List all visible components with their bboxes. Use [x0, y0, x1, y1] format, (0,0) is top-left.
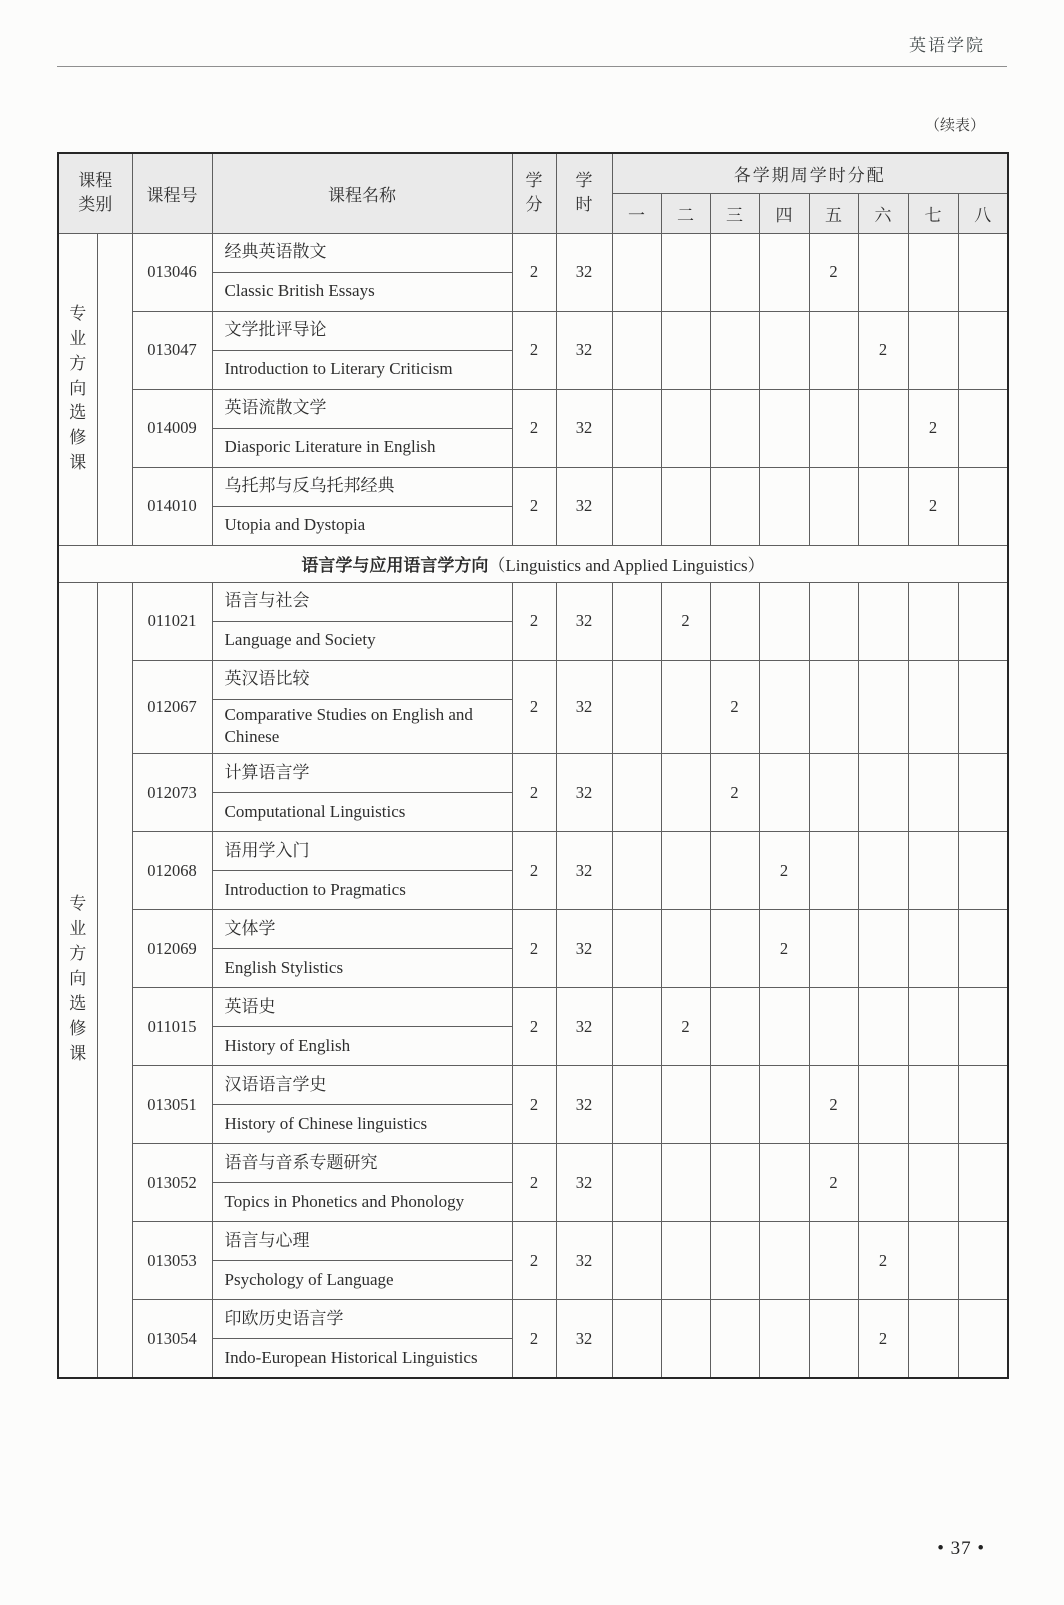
- subcategory-cell-empty: [97, 233, 132, 545]
- course-name-cn: 语用学入门: [212, 832, 512, 871]
- header-category: [58, 153, 132, 233]
- course-name-en: Introduction to Literary Criticism: [212, 350, 512, 389]
- course-name-en: Comparative Studies on English and Chinese: [212, 699, 512, 754]
- semester-hours-1: [612, 988, 661, 1066]
- semester-hours-6: [858, 1144, 908, 1222]
- semester-hours-5: [809, 832, 858, 910]
- semester-hours-3: 2: [710, 754, 759, 832]
- course-row: [58, 1144, 1008, 1183]
- semester-hours-5: 2: [809, 233, 858, 311]
- semester-hours-8: [958, 988, 1008, 1066]
- course-number: 013051: [132, 1066, 212, 1144]
- semester-hours-3: [710, 832, 759, 910]
- header-semester-6: 六: [858, 193, 908, 233]
- semester-hours-6: 2: [858, 1222, 908, 1300]
- semester-hours-1: [612, 910, 661, 988]
- course-number: 013054: [132, 1300, 212, 1378]
- semester-hours-1: [612, 1144, 661, 1222]
- course-row: [58, 1300, 1008, 1339]
- semester-hours-7: [908, 1144, 958, 1222]
- semester-hours-8: [958, 1300, 1008, 1378]
- semester-hours-8: [958, 660, 1008, 754]
- semester-hours-2: [661, 660, 710, 754]
- semester-hours-8: [958, 311, 1008, 389]
- course-hours: 32: [556, 1144, 612, 1222]
- semester-hours-2: 2: [661, 582, 710, 660]
- table-header: [58, 153, 1008, 233]
- semester-hours-6: [858, 467, 908, 545]
- course-row: [58, 832, 1008, 871]
- course-hours: 32: [556, 660, 612, 754]
- semester-hours-6: 2: [858, 1300, 908, 1378]
- semester-hours-1: [612, 832, 661, 910]
- course-row: [58, 582, 1008, 621]
- course-name-cn: 印欧历史语言学: [212, 1300, 512, 1339]
- course-row: [58, 1066, 1008, 1105]
- semester-hours-5: [809, 389, 858, 467]
- course-row: [58, 233, 1008, 272]
- course-name-en: Computational Linguistics: [212, 793, 512, 832]
- semester-hours-2: [661, 1222, 710, 1300]
- course-row: [58, 988, 1008, 1027]
- course-credits: 2: [512, 1144, 556, 1222]
- semester-hours-7: 2: [908, 467, 958, 545]
- semester-hours-4: [759, 389, 809, 467]
- course-name-cn: 文体学: [212, 910, 512, 949]
- course-name-en: Diasporic Literature in English: [212, 428, 512, 467]
- semester-hours-7: [908, 754, 958, 832]
- course-hours: 32: [556, 1300, 612, 1378]
- course-name-cn: 语音与音系专题研究: [212, 1144, 512, 1183]
- course-name-en: History of English: [212, 1027, 512, 1066]
- category-cell: [58, 233, 97, 545]
- header-semester-7: 七: [908, 193, 958, 233]
- course-hours: 32: [556, 910, 612, 988]
- course-credits: 2: [512, 311, 556, 389]
- header-credits-label: 学分: [525, 170, 543, 215]
- header-semester-3: 三: [710, 193, 759, 233]
- course-credits: 2: [512, 467, 556, 545]
- header-credits: [512, 153, 556, 233]
- semester-hours-5: 2: [809, 1066, 858, 1144]
- semester-hours-4: [759, 233, 809, 311]
- semester-hours-3: [710, 467, 759, 545]
- semester-hours-7: [908, 582, 958, 660]
- semester-hours-8: [958, 1144, 1008, 1222]
- semester-hours-3: [710, 1222, 759, 1300]
- semester-hours-3: [710, 233, 759, 311]
- semester-hours-2: [661, 1066, 710, 1144]
- category-vertical-label: 专业方向选修课: [69, 303, 87, 473]
- semester-hours-4: [759, 467, 809, 545]
- course-credits: 2: [512, 910, 556, 988]
- course-number: 012068: [132, 832, 212, 910]
- semester-hours-6: [858, 660, 908, 754]
- semester-hours-4: [759, 582, 809, 660]
- course-number: 014010: [132, 467, 212, 545]
- course-name-cn: 英语史: [212, 988, 512, 1027]
- semester-hours-4: [759, 1300, 809, 1378]
- semester-hours-5: [809, 754, 858, 832]
- course-hours: 32: [556, 988, 612, 1066]
- course-name-en: Indo-European Historical Linguistics: [212, 1339, 512, 1378]
- college-title: 英语学院: [909, 36, 985, 55]
- course-name-en: History of Chinese linguistics: [212, 1105, 512, 1144]
- semester-hours-6: [858, 1066, 908, 1144]
- semester-hours-3: [710, 1300, 759, 1378]
- continued-note: （续表）: [924, 118, 985, 134]
- semester-hours-4: [759, 311, 809, 389]
- course-row: [58, 910, 1008, 949]
- semester-hours-5: [809, 311, 858, 389]
- course-number: 013053: [132, 1222, 212, 1300]
- header-semester-4: 四: [759, 193, 809, 233]
- semester-hours-6: 2: [858, 311, 908, 389]
- semester-hours-6: [858, 988, 908, 1066]
- semester-hours-8: [958, 582, 1008, 660]
- semester-hours-3: [710, 1144, 759, 1222]
- semester-hours-1: [612, 467, 661, 545]
- semester-hours-2: [661, 910, 710, 988]
- course-name-cn: 英语流散文学: [212, 389, 512, 428]
- semester-hours-2: [661, 389, 710, 467]
- semester-hours-5: 2: [809, 1144, 858, 1222]
- semester-hours-4: [759, 1066, 809, 1144]
- course-name-en: English Stylistics: [212, 949, 512, 988]
- semester-hours-1: [612, 311, 661, 389]
- course-number: 011015: [132, 988, 212, 1066]
- subcategory-cell-empty: [97, 582, 132, 1378]
- section-divider-cn: 语言学与应用语言学方向: [301, 556, 489, 575]
- category-cell: [58, 582, 97, 1378]
- course-number: 014009: [132, 389, 212, 467]
- course-number: 012069: [132, 910, 212, 988]
- course-credits: 2: [512, 832, 556, 910]
- course-credits: 2: [512, 1222, 556, 1300]
- course-name-cn: 计算语言学: [212, 754, 512, 793]
- semester-hours-4: [759, 1144, 809, 1222]
- header-semester-2: 二: [661, 193, 710, 233]
- semester-hours-4: 2: [759, 910, 809, 988]
- semester-hours-8: [958, 1066, 1008, 1144]
- header-rule: [57, 66, 1007, 67]
- semester-hours-1: [612, 582, 661, 660]
- course-table: [57, 152, 1009, 1379]
- course-name-cn: 乌托邦与反乌托邦经典: [212, 467, 512, 506]
- semester-hours-3: [710, 311, 759, 389]
- course-name-en: Language and Society: [212, 621, 512, 660]
- course-name-cn: 英汉语比较: [212, 660, 512, 699]
- header-semester-8: 八: [958, 193, 1008, 233]
- header-semester-5: 五: [809, 193, 858, 233]
- semester-hours-3: [710, 988, 759, 1066]
- course-hours: 32: [556, 1066, 612, 1144]
- semester-hours-2: [661, 754, 710, 832]
- section-divider-row: [58, 545, 1008, 582]
- semester-hours-1: [612, 1066, 661, 1144]
- course-row: [58, 1222, 1008, 1261]
- semester-hours-1: [612, 233, 661, 311]
- semester-hours-6: [858, 233, 908, 311]
- course-row: [58, 467, 1008, 506]
- semester-hours-1: [612, 754, 661, 832]
- course-number: 013047: [132, 311, 212, 389]
- course-hours: 32: [556, 832, 612, 910]
- semester-hours-4: [759, 988, 809, 1066]
- header-course-no: 课程号: [132, 153, 212, 233]
- course-name-cn: 语言与社会: [212, 582, 512, 621]
- semester-hours-6: [858, 582, 908, 660]
- course-number: 013052: [132, 1144, 212, 1222]
- semester-hours-6: [858, 832, 908, 910]
- page-number: • 37 •: [937, 1538, 985, 1559]
- semester-hours-2: [661, 311, 710, 389]
- semester-hours-5: [809, 582, 858, 660]
- semester-hours-7: [908, 988, 958, 1066]
- semester-hours-4: 2: [759, 832, 809, 910]
- course-hours: 32: [556, 389, 612, 467]
- semester-hours-8: [958, 233, 1008, 311]
- semester-hours-8: [958, 467, 1008, 545]
- semester-hours-8: [958, 832, 1008, 910]
- course-hours: 32: [556, 754, 612, 832]
- semester-hours-7: [908, 1300, 958, 1378]
- semester-hours-3: 2: [710, 660, 759, 754]
- semester-hours-8: [958, 910, 1008, 988]
- semester-hours-3: [710, 582, 759, 660]
- semester-hours-8: [958, 389, 1008, 467]
- course-credits: 2: [512, 988, 556, 1066]
- semester-hours-7: 2: [908, 389, 958, 467]
- semester-hours-7: [908, 660, 958, 754]
- course-row: [58, 660, 1008, 699]
- semester-hours-4: [759, 754, 809, 832]
- semester-hours-7: [908, 311, 958, 389]
- course-number: 013046: [132, 233, 212, 311]
- course-credits: 2: [512, 582, 556, 660]
- table-body: [58, 233, 1008, 1378]
- semester-hours-2: [661, 467, 710, 545]
- course-credits: 2: [512, 754, 556, 832]
- semester-hours-3: [710, 1066, 759, 1144]
- course-name-en: Utopia and Dystopia: [212, 506, 512, 545]
- category-vertical-label: 专业方向选修课: [69, 894, 87, 1064]
- semester-hours-7: [908, 1066, 958, 1144]
- course-hours: 32: [556, 233, 612, 311]
- section-divider-cell: [58, 545, 1008, 582]
- course-name-cn: 汉语语言学史: [212, 1066, 512, 1105]
- course-credits: 2: [512, 660, 556, 754]
- semester-hours-6: [858, 910, 908, 988]
- course-row: [58, 311, 1008, 350]
- header-semester-1: 一: [612, 193, 661, 233]
- course-name-en: Psychology of Language: [212, 1261, 512, 1300]
- course-name-en: Classic British Essays: [212, 272, 512, 311]
- semester-hours-8: [958, 1222, 1008, 1300]
- semester-hours-1: [612, 389, 661, 467]
- header-course-name: 课程名称: [212, 153, 512, 233]
- course-name-en: Topics in Phonetics and Phonology: [212, 1183, 512, 1222]
- semester-hours-2: [661, 1300, 710, 1378]
- semester-hours-1: [612, 1300, 661, 1378]
- course-name-cn: 文学批评导论: [212, 311, 512, 350]
- course-hours: 32: [556, 467, 612, 545]
- semester-hours-7: [908, 910, 958, 988]
- header-semester-group: 各学期周学时分配: [612, 153, 1008, 193]
- semester-hours-3: [710, 910, 759, 988]
- semester-hours-2: [661, 233, 710, 311]
- course-hours: 32: [556, 311, 612, 389]
- semester-hours-2: 2: [661, 988, 710, 1066]
- course-credits: 2: [512, 233, 556, 311]
- header-category-label: 课程类别: [78, 170, 113, 215]
- course-hours: 32: [556, 1222, 612, 1300]
- semester-hours-5: [809, 467, 858, 545]
- course-hours: 32: [556, 582, 612, 660]
- semester-hours-8: [958, 754, 1008, 832]
- section-divider-en: （Linguistics and Applied Linguistics）: [488, 556, 765, 575]
- course-number: 012073: [132, 754, 212, 832]
- semester-hours-2: [661, 832, 710, 910]
- course-name-cn: 语言与心理: [212, 1222, 512, 1261]
- course-credits: 2: [512, 1066, 556, 1144]
- course-number: 011021: [132, 582, 212, 660]
- semester-hours-5: [809, 988, 858, 1066]
- semester-hours-5: [809, 1300, 858, 1378]
- semester-hours-5: [809, 1222, 858, 1300]
- semester-hours-3: [710, 389, 759, 467]
- semester-hours-6: [858, 389, 908, 467]
- semester-hours-1: [612, 660, 661, 754]
- course-name-en: Introduction to Pragmatics: [212, 871, 512, 910]
- semester-hours-7: [908, 1222, 958, 1300]
- course-number: 012067: [132, 660, 212, 754]
- semester-hours-1: [612, 1222, 661, 1300]
- course-name-cn: 经典英语散文: [212, 233, 512, 272]
- semester-hours-7: [908, 233, 958, 311]
- course-credits: 2: [512, 389, 556, 467]
- course-row: [58, 389, 1008, 428]
- semester-hours-7: [908, 832, 958, 910]
- semester-hours-4: [759, 1222, 809, 1300]
- semester-hours-2: [661, 1144, 710, 1222]
- semester-hours-5: [809, 910, 858, 988]
- header-hours-label: 学时: [575, 170, 593, 215]
- semester-hours-4: [759, 660, 809, 754]
- semester-hours-6: [858, 754, 908, 832]
- semester-hours-5: [809, 660, 858, 754]
- course-row: [58, 754, 1008, 793]
- header-hours: [556, 153, 612, 233]
- course-credits: 2: [512, 1300, 556, 1378]
